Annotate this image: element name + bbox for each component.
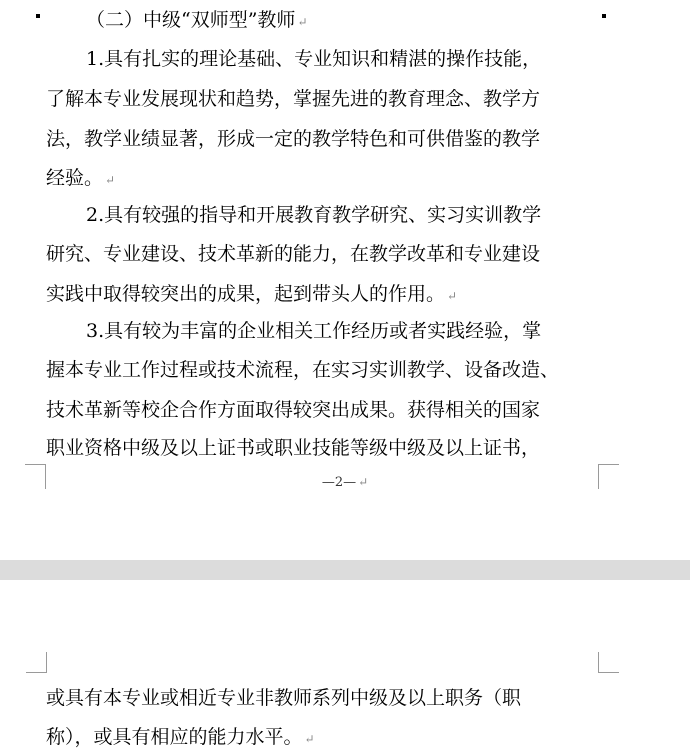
document-page-3 [0, 580, 690, 752]
paragraph-3-line-1: 3.具有较为丰富的企业相关工作经历或者实践经验，掌 [86, 320, 542, 342]
paragraph-mark: ↵ [297, 15, 308, 29]
paragraph-mark: ↵ [304, 732, 315, 746]
continuation-line-1: 或具有本专业或相近专业非教师系列中级及以上职务（职 [46, 687, 522, 709]
margin-dot-left [36, 14, 40, 18]
paragraph-1-line-2: 了解本专业发展现状和趋势，掌握先进的教育理念、教学方 [46, 88, 541, 110]
page-separator [0, 560, 690, 580]
paragraph-mark: ↵ [447, 289, 458, 303]
paragraph-3-line-3: 技术革新等校企合作方面取得较突出成果。获得相关的国家 [46, 399, 541, 421]
margin-corner-top-left [26, 652, 47, 673]
paragraph-1-line-4: 经验。 ↵ [46, 167, 116, 189]
paragraph-2-line-1: 2.具有较强的指导和开展教育教学研究、实习实训教学 [86, 204, 542, 226]
paragraph-3-line-4: 职业资格中级及以上证书或职业技能等级中级及以上证书， [46, 437, 541, 459]
continuation-line-2: 称），或具有相应的能力水平。 ↵ [46, 726, 315, 748]
paragraph-2-line-3: 实践中取得较突出的成果，起到带头人的作用。 ↵ [46, 283, 458, 305]
paragraph-2-line-2: 研究、专业建设、技术革新的能力，在教学改革和专业建设 [46, 243, 541, 265]
margin-corner-top-right [598, 652, 619, 673]
paragraph-3-line-2: 握本专业工作过程或技术流程，在实习实训教学、设备改造、 [46, 359, 560, 381]
margin-dot-right [602, 14, 606, 18]
paragraph-mark: ↵ [105, 173, 116, 187]
section-heading: （二）中级“双师型”教师 ↵ [86, 9, 308, 31]
page-number: —2— ↵ [321, 475, 369, 490]
paragraph-1-line-1: 1.具有扎实的理论基础、专业知识和精湛的操作技能， [86, 48, 542, 70]
paragraph-mark: ↵ [358, 475, 369, 489]
paragraph-1-line-3: 法，教学业绩显著，形成一定的教学特色和可供借鉴的教学 [46, 128, 541, 150]
